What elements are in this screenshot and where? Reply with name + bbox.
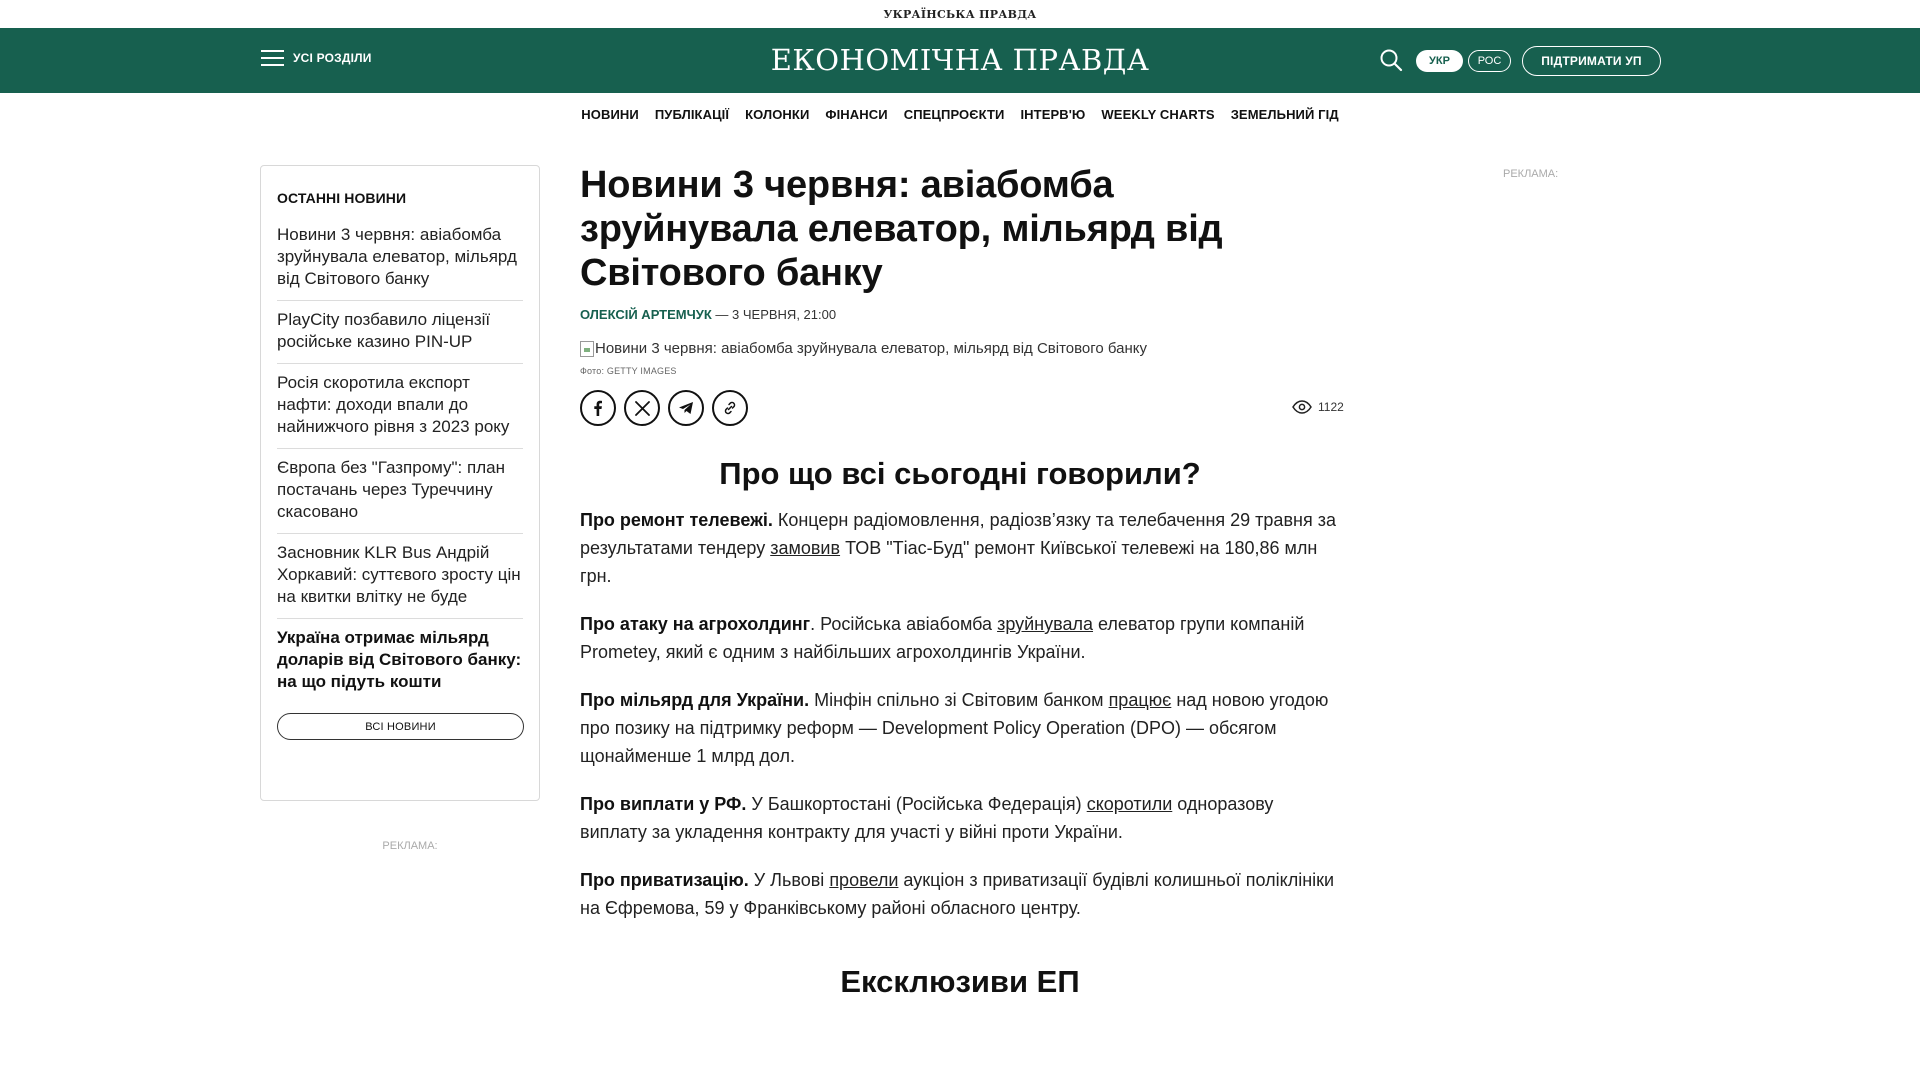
photo-credit: Фото: GETTY IMAGES xyxy=(580,366,677,376)
article xyxy=(580,163,1344,1000)
paragraph-text: У Башкортостані (Російська Федерація) xyxy=(746,794,1087,814)
sidebar-news-item-featured[interactable]: Україна отримає мільярд доларів від Світового банку: на що підуть кошти xyxy=(277,628,522,691)
inline-link[interactable]: провели xyxy=(829,870,899,890)
all-news-button[interactable]: ВСІ НОВИНИ xyxy=(277,713,524,740)
ukrainian-pravda-logo[interactable]: УКРАЇНСЬКА ПРАВДА xyxy=(883,7,1037,21)
paragraph-text: одноразову виплату за укладення контракту для участі у війні проти України. xyxy=(580,794,1274,842)
exclusives-heading: Ексклюзиви ЕП xyxy=(840,964,1080,999)
x-twitter-icon xyxy=(635,401,650,416)
nav-item-news[interactable]: НОВИНИ xyxy=(581,107,639,122)
nav-item-finance[interactable]: ФІНАНСИ xyxy=(825,107,888,122)
facebook-share-button[interactable] xyxy=(580,390,616,426)
main-nav xyxy=(0,93,1920,136)
article-paragraph xyxy=(580,686,1340,770)
article-paragraph xyxy=(580,790,1340,846)
all-sections-button[interactable] xyxy=(261,50,372,66)
sidebar-news-item[interactable]: Росія скоротила експорт нафти: доходи впали до найнижчого рівня з 2023 року xyxy=(277,364,523,449)
inline-link[interactable]: працює xyxy=(1108,690,1172,710)
share-row xyxy=(580,390,1344,428)
section-heading: Про що всі сьогодні говорили? xyxy=(719,456,1201,491)
paragraph-lead: Про приватизацію. xyxy=(580,870,749,890)
latest-news-title: ОСТАННІ НОВИНИ xyxy=(277,190,407,206)
nav-item-columns[interactable]: КОЛОНКИ xyxy=(745,107,810,122)
inline-link[interactable]: зруйнувала xyxy=(997,614,1094,634)
nav-item-weekly-charts[interactable]: WEEKLY CHARTS xyxy=(1101,107,1215,122)
lang-ros-button[interactable]: РОС xyxy=(1468,50,1511,72)
top-strip xyxy=(0,0,1920,28)
paragraph-text: елеватор групи компаній Prometey, який є одним з найбільших агрохолдингів України. xyxy=(580,614,1305,662)
paragraph-text: ТОВ "Тіас-Буд" ремонт Київської телевежі на 180,86 млн грн. xyxy=(580,538,1318,586)
inline-link[interactable]: скоротили xyxy=(1086,794,1173,814)
ad-label-right: РЕКЛАМА: xyxy=(1503,168,1559,180)
publish-date: — 3 ЧЕРВНЯ, 21:00 xyxy=(711,307,837,322)
paragraph-text: над новою угодою про позику на підтримку реформ — Development Policy Operation (DPO) — обсягом щонайменше 1 млрд дол. xyxy=(580,690,1329,766)
lang-ukr-button[interactable]: УКР xyxy=(1416,50,1463,72)
telegram-share-button[interactable] xyxy=(668,390,704,426)
paragraph-lead: Про мільярд для України. xyxy=(580,690,810,710)
support-button[interactable]: ПІДТРИМАТИ УП xyxy=(1522,46,1661,76)
paragraph-text: Концерн радіомовлення, радіозв’язку та телебачення 29 травня за результатами тендеру xyxy=(580,510,1336,558)
telegram-icon xyxy=(678,400,694,416)
all-sections-label: УСІ РОЗДІЛИ xyxy=(293,51,372,65)
paragraph-lead: Про виплати у РФ. xyxy=(580,794,747,814)
paragraph-lead: Про ремонт телевежі. xyxy=(580,510,773,530)
search-icon[interactable] xyxy=(1379,48,1403,72)
eye-icon xyxy=(1292,400,1312,414)
copy-link-button[interactable] xyxy=(712,390,748,426)
hamburger-icon xyxy=(261,50,284,66)
link-icon xyxy=(722,400,738,416)
paragraph-lead: Про атаку на агрохолдинг xyxy=(580,614,811,634)
paragraph-text: аукціон з приватизації будівлі колишньої поліклініки на Єфремова, 59 у Франківському районі обласного центру. xyxy=(580,870,1335,918)
article-paragraph xyxy=(580,866,1340,922)
nav-item-publications[interactable]: ПУБЛІКАЦІЇ xyxy=(654,107,730,122)
nav-item-land-guide[interactable]: ЗЕМЕЛЬНИЙ ГІД xyxy=(1230,107,1339,122)
sidebar-news-item[interactable]: PlayCity позбавило ліцензії російське казино PIN-UP xyxy=(277,301,523,364)
paragraph-text: . Російська авіабомба xyxy=(810,614,998,634)
sidebar-news-item[interactable]: Новини 3 червня: авіабомба зруйнувала елеватор, мільярд від Світового банку xyxy=(277,216,523,301)
inline-link[interactable]: замовив xyxy=(770,538,841,558)
sidebar-news-item[interactable]: Засновник KLR Bus Андрій Хоркавий: суттєвого зросту цін на квитки влітку не буде xyxy=(277,534,523,619)
views-counter xyxy=(1292,400,1344,414)
nav-item-interview[interactable]: ІНТЕРВ'Ю xyxy=(1020,107,1086,122)
paragraph-text: У Львові xyxy=(748,870,830,890)
article-paragraph xyxy=(580,506,1340,590)
article-image xyxy=(580,340,1340,357)
site-header xyxy=(0,28,1920,93)
views-count: 1122 xyxy=(1318,400,1344,414)
image-alt-text: Новини 3 червня: авіабомба зруйнувала елеватор, мільярд від Світового банку xyxy=(595,340,1148,357)
article-title: Новини 3 червня: авіабомба зруйнувала елеватор, мільярд від Світового банку xyxy=(580,164,1223,294)
ad-label-left: РЕКЛАМА: xyxy=(382,840,438,852)
latest-news-sidebar xyxy=(260,165,540,801)
byline xyxy=(580,307,1340,322)
author-link[interactable]: ОЛЕКСІЙ АРТЕМЧУК xyxy=(580,307,712,322)
x-share-button[interactable] xyxy=(624,390,660,426)
nav-item-special-projects[interactable]: СПЕЦПРОЄКТИ xyxy=(903,107,1005,122)
paragraph-text: Мінфін спільно зі Світовим банком xyxy=(809,690,1109,710)
sidebar-news-item[interactable]: Європа без "Газпрому": план постачань через Туреччину скасовано xyxy=(277,449,523,534)
facebook-icon xyxy=(590,400,606,416)
article-paragraph xyxy=(580,610,1340,666)
site-logo[interactable]: ЕКОНОМІЧНА ПРАВДА xyxy=(770,43,1150,77)
broken-image-icon xyxy=(580,341,594,357)
